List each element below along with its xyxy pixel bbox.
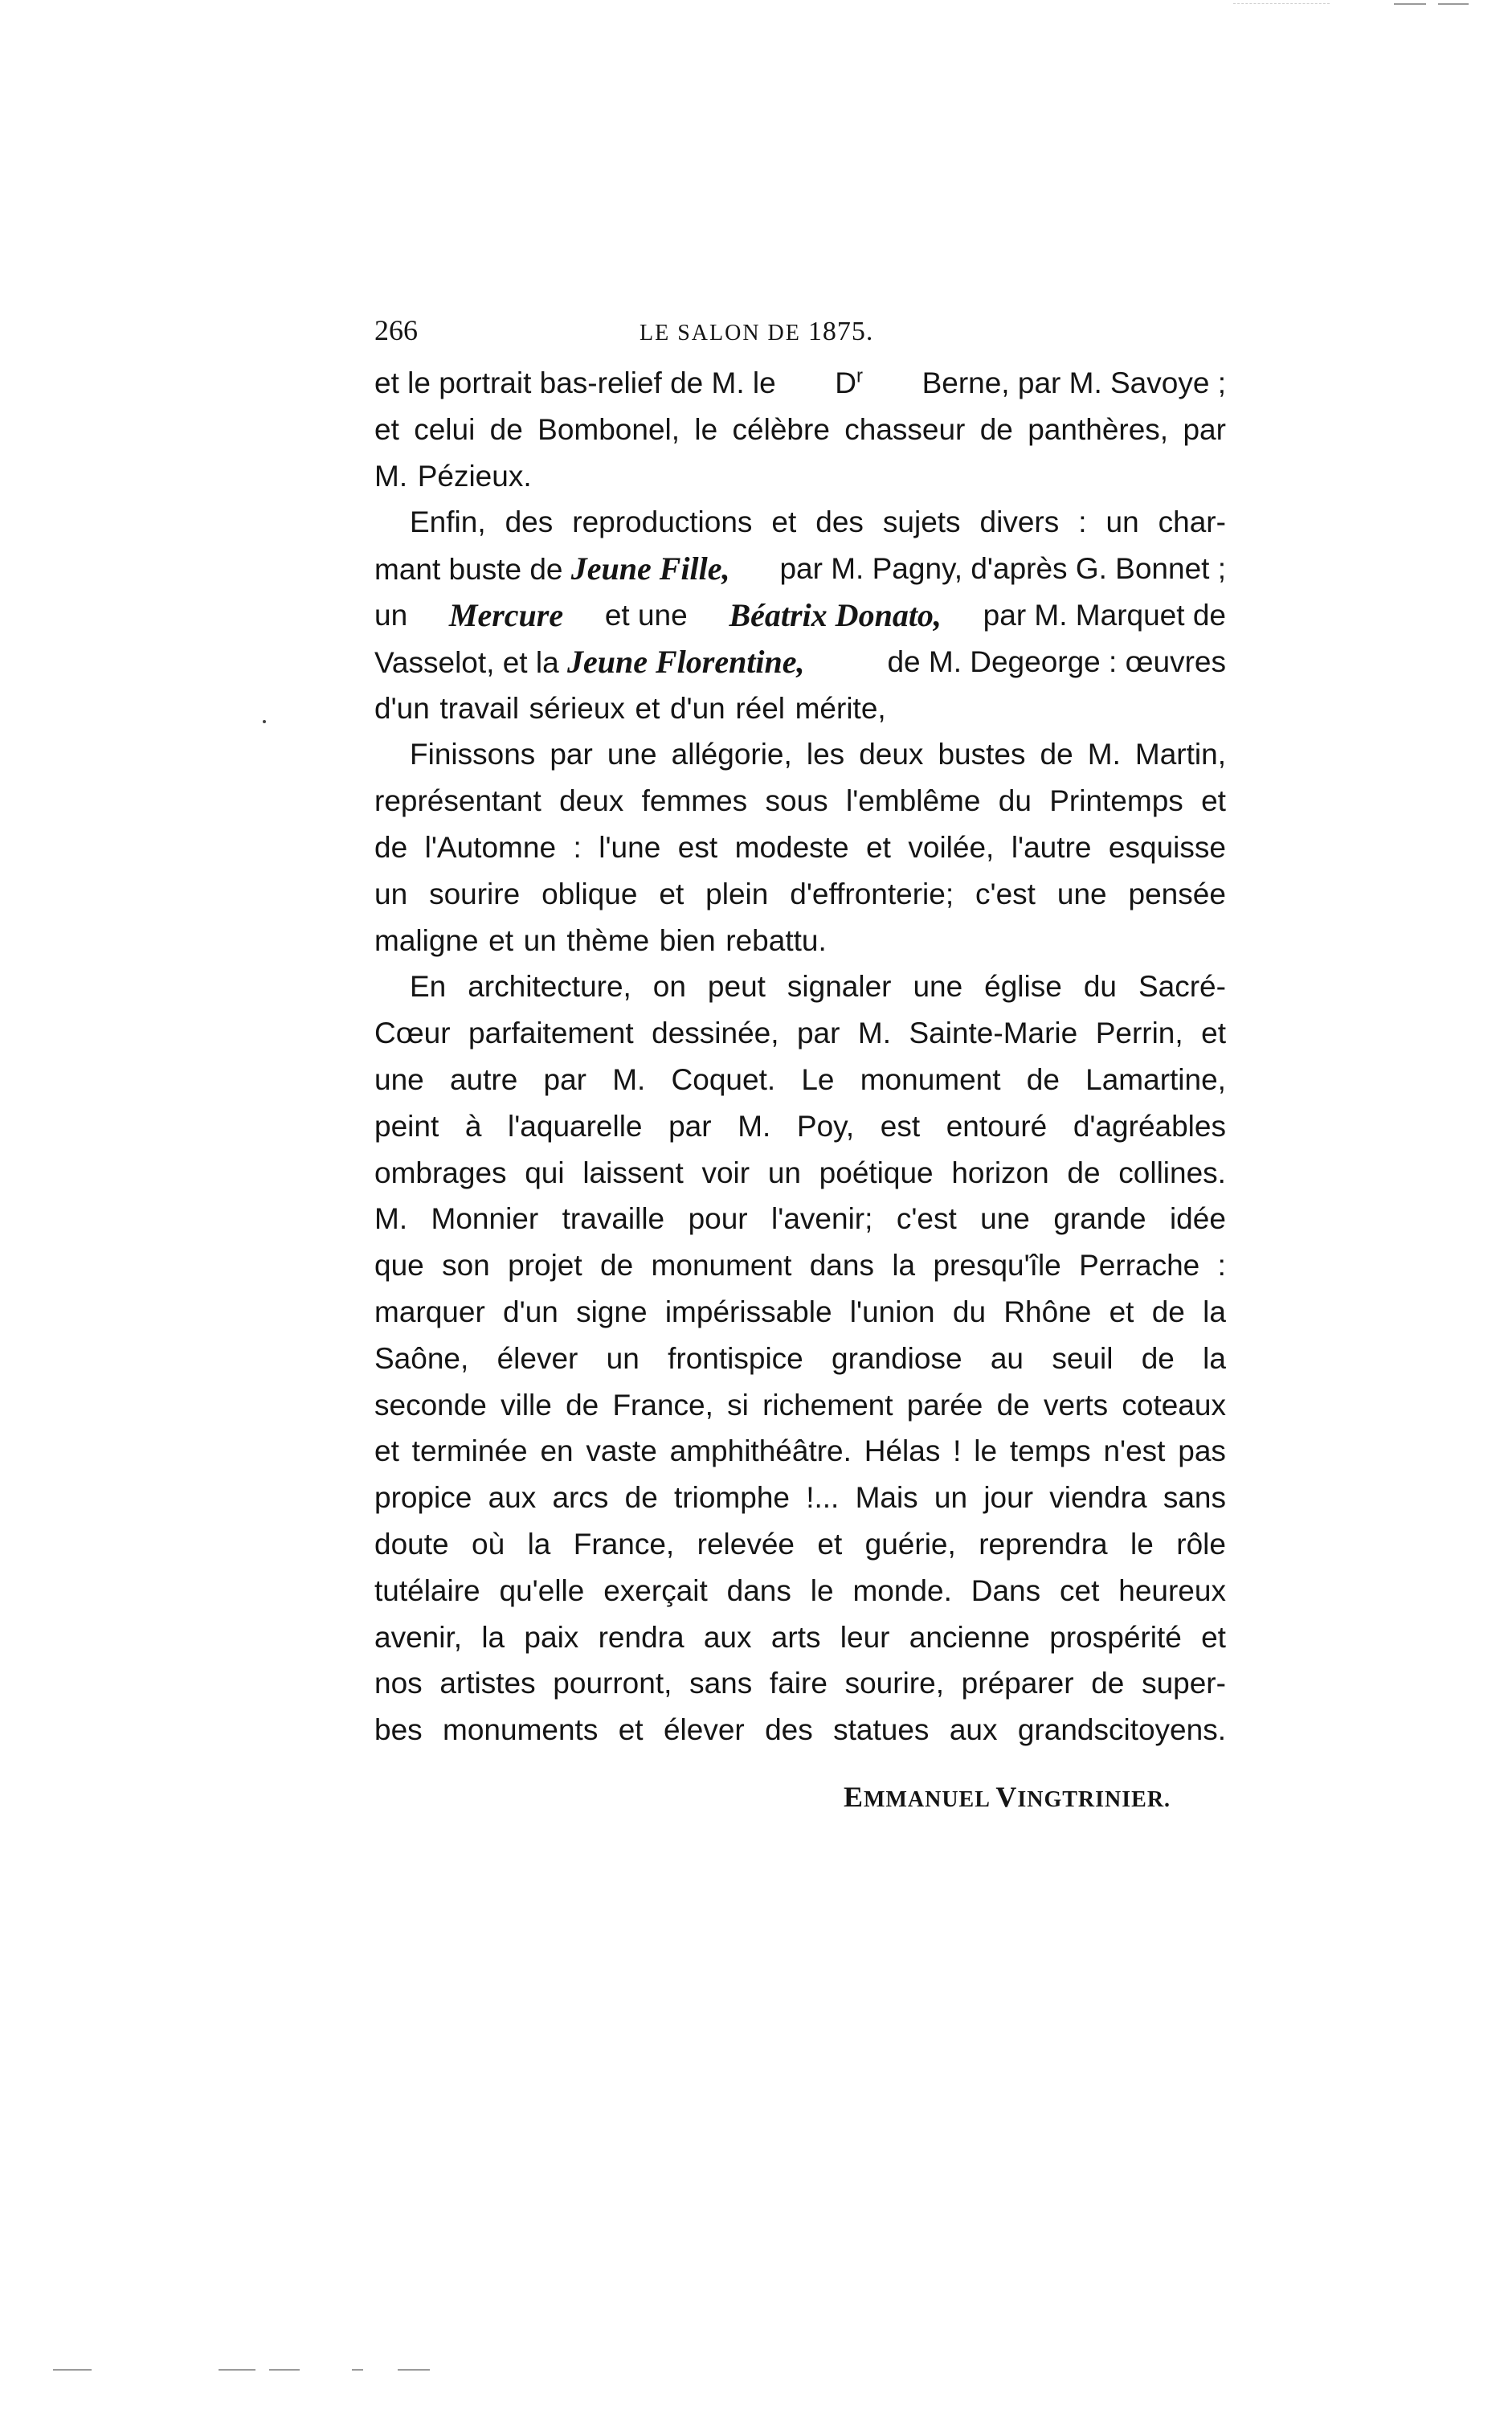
text-line	[374, 1103, 1226, 1150]
artwork-title: Mercure	[448, 596, 564, 633]
word: un	[934, 1481, 968, 1515]
word: Hélas	[864, 1434, 941, 1468]
word: sujets	[882, 505, 961, 539]
word: prospérité	[1049, 1620, 1182, 1654]
word: et	[1109, 1295, 1134, 1328]
word: bes	[374, 1713, 423, 1747]
word: bien	[659, 923, 716, 957]
word: avenir,	[374, 1620, 463, 1654]
word: dans	[809, 1249, 874, 1283]
word: élever	[497, 1341, 578, 1375]
word: de	[566, 1388, 599, 1422]
word: thème	[566, 923, 650, 957]
word: et	[866, 830, 891, 864]
text-line	[374, 499, 1226, 546]
word: viendra	[1049, 1481, 1147, 1515]
word: char-	[1158, 505, 1226, 539]
word: peut	[707, 970, 766, 1004]
word: à	[464, 1109, 482, 1143]
word: et	[817, 1527, 843, 1561]
text-line	[374, 778, 1226, 824]
text-line	[374, 1521, 1226, 1568]
word: allégorie,	[671, 738, 792, 771]
word: l'une	[599, 830, 661, 864]
word: panthères,	[1028, 412, 1169, 446]
paragraph-3	[374, 731, 1226, 964]
word: rendra	[598, 1620, 684, 1654]
word: coteaux	[1122, 1388, 1226, 1422]
word: Enfin,	[410, 505, 486, 539]
word: M.	[374, 1202, 408, 1236]
word: des	[505, 505, 554, 539]
text-line	[374, 1382, 1226, 1429]
word: au	[990, 1341, 1024, 1375]
word: :	[1078, 505, 1087, 539]
word: de	[996, 1388, 1030, 1422]
word: élever	[663, 1713, 745, 1747]
text-line	[374, 918, 1226, 964]
word: temps	[1009, 1434, 1091, 1468]
word: M.	[1087, 738, 1121, 771]
word: chasseur	[844, 412, 966, 446]
word: de	[489, 412, 523, 446]
word: grandscitoyens.	[1017, 1713, 1226, 1747]
text-line	[374, 1614, 1226, 1661]
word: du	[1083, 970, 1117, 1004]
word: monuments	[443, 1713, 599, 1747]
word: les	[806, 738, 845, 771]
word: impérissable	[664, 1295, 832, 1328]
signature-initial: V	[995, 1781, 1018, 1813]
word: signaler	[787, 970, 892, 1004]
word: ombrages	[374, 1156, 507, 1189]
word: où	[472, 1527, 505, 1561]
word: en	[540, 1434, 574, 1468]
word: Lamartine,	[1085, 1062, 1226, 1096]
word: presqu'île	[933, 1249, 1061, 1283]
word: collines.	[1118, 1156, 1226, 1189]
word: et	[1201, 1620, 1226, 1654]
word: l'union	[849, 1295, 935, 1328]
word: jour	[983, 1481, 1034, 1515]
word: sans	[1163, 1481, 1226, 1515]
artwork-title: Jeune Florentine,	[566, 643, 805, 680]
word: de	[1091, 1667, 1125, 1700]
word: Printemps	[1049, 784, 1183, 818]
word: poétique	[819, 1156, 934, 1189]
line-fragment: Berne, par M. Savoye ;	[922, 366, 1226, 399]
word: c'est	[975, 877, 1036, 910]
word: par	[668, 1109, 712, 1143]
word: Cœur	[374, 1017, 451, 1050]
word: oblique	[541, 877, 638, 910]
word: de	[600, 1249, 634, 1283]
doctor-superscript: r	[856, 365, 864, 387]
word: des	[815, 505, 864, 539]
word: voilée,	[908, 830, 995, 864]
word: marquer	[374, 1295, 485, 1328]
word: celui	[414, 412, 476, 446]
word: reproductions	[572, 505, 753, 539]
line-fragment: et une	[604, 598, 688, 632]
word: du	[952, 1295, 987, 1328]
text-line	[374, 1057, 1226, 1103]
word: pas	[1178, 1434, 1226, 1468]
text-line	[374, 1336, 1226, 1382]
word: d'effronterie;	[790, 877, 954, 910]
paragraph-1	[374, 360, 1226, 499]
line-fragment	[374, 546, 730, 592]
text-line	[374, 1568, 1226, 1614]
text-line	[374, 685, 1226, 732]
word: et	[659, 877, 684, 910]
word: monument	[651, 1249, 792, 1283]
word: cet	[1060, 1573, 1100, 1607]
word: sous	[765, 784, 828, 818]
word: la	[527, 1527, 551, 1561]
word: un	[767, 1156, 801, 1189]
word: c'est	[896, 1202, 957, 1236]
word: :	[573, 830, 582, 864]
word: et	[374, 412, 399, 446]
word: voir	[701, 1156, 750, 1189]
word: le	[694, 412, 718, 446]
word: un	[606, 1341, 640, 1375]
word: la	[1203, 1341, 1226, 1375]
word: ancienne	[909, 1620, 1030, 1654]
word: horizon	[951, 1156, 1049, 1189]
word: par	[1183, 412, 1226, 446]
word: exerçait	[603, 1573, 708, 1607]
word: célèbre	[732, 412, 830, 446]
line-fragment: un	[374, 598, 408, 632]
text-line	[374, 1196, 1226, 1242]
page-number: 266	[374, 314, 418, 346]
word: la	[892, 1249, 916, 1283]
word: un	[374, 877, 408, 910]
word: :	[1217, 1249, 1226, 1283]
word: vaste	[586, 1434, 657, 1468]
word: doute	[374, 1527, 449, 1561]
word: n'est	[1103, 1434, 1166, 1468]
text-line	[374, 1660, 1226, 1707]
word: Monnier	[431, 1202, 539, 1236]
text-line	[374, 1289, 1226, 1336]
running-head	[640, 317, 873, 347]
text-line	[374, 871, 1226, 918]
word: grandiose	[832, 1341, 962, 1375]
word: mérite,	[795, 691, 886, 725]
word: projet	[508, 1249, 582, 1283]
word: d'un	[374, 691, 430, 725]
word: est	[677, 830, 718, 864]
word: de	[1067, 1156, 1101, 1189]
word: esquisse	[1108, 830, 1226, 864]
text-line	[374, 1010, 1226, 1057]
author-signature	[844, 1780, 1171, 1814]
word: guérie,	[864, 1527, 956, 1561]
line-fragment	[374, 639, 805, 685]
word: par	[796, 1017, 840, 1050]
signature-initial: E	[844, 1781, 864, 1813]
word: Mais	[855, 1481, 918, 1515]
word: Saône,	[374, 1341, 469, 1375]
word: qui	[525, 1156, 565, 1189]
word: grande	[1053, 1202, 1146, 1236]
word: l'emblême	[845, 784, 981, 818]
word: M.	[374, 459, 408, 493]
word: sérieux	[529, 691, 625, 725]
word: autre	[449, 1062, 518, 1096]
word: Rhône	[1003, 1295, 1092, 1328]
word: entouré	[946, 1109, 1048, 1143]
word: super-	[1142, 1667, 1226, 1700]
word: Sacré-	[1138, 970, 1226, 1004]
word: maligne	[374, 923, 479, 957]
word: Martin,	[1134, 738, 1226, 771]
word: deux	[859, 738, 924, 771]
word: que	[374, 1249, 424, 1283]
text-run: mant buste de	[374, 553, 563, 587]
word: de	[374, 830, 408, 864]
text-line	[374, 639, 1226, 685]
text-line	[374, 453, 1226, 500]
word: paix	[524, 1620, 579, 1654]
word: l'avenir;	[771, 1202, 873, 1236]
text-line	[374, 360, 1226, 407]
word: frontispice	[668, 1341, 803, 1375]
word: Finissons	[410, 738, 536, 771]
word: Perrache	[1079, 1249, 1200, 1283]
word: triomphe	[674, 1481, 790, 1515]
word: bustes	[938, 738, 1026, 771]
word: !...	[806, 1481, 840, 1515]
line-fragment: de M. Degeorge : œuvres	[887, 644, 1226, 678]
word: d'agréables	[1073, 1109, 1226, 1143]
word: arts	[770, 1620, 821, 1654]
word: France,	[612, 1388, 713, 1422]
word: arcs	[552, 1481, 609, 1515]
running-head-title: LE SALON DE	[640, 321, 801, 346]
word: par	[550, 738, 593, 771]
word: une	[913, 970, 963, 1004]
word: laissent	[582, 1156, 684, 1189]
word: ville	[501, 1388, 552, 1422]
running-head-year: 1875.	[807, 317, 874, 346]
text-line	[374, 592, 1226, 639]
artwork-title: Béatrix Donato,	[729, 596, 942, 633]
word: reprendra	[979, 1527, 1108, 1561]
word: de	[1151, 1295, 1185, 1328]
word: sourire,	[844, 1667, 944, 1700]
word: si	[727, 1388, 749, 1422]
word: seconde	[374, 1388, 487, 1422]
word: qu'elle	[499, 1573, 585, 1607]
word: préparer	[961, 1667, 1074, 1700]
word: terminée	[411, 1434, 528, 1468]
word: une	[607, 738, 657, 771]
word: Pézieux.	[417, 459, 532, 493]
word: !	[953, 1434, 962, 1468]
word: statues	[833, 1713, 930, 1747]
word: la	[481, 1620, 505, 1654]
word: travaille	[562, 1202, 665, 1236]
word: pourront,	[553, 1667, 672, 1700]
line-fragment: par M. Pagny, d'après G. Bonnet ;	[779, 552, 1226, 586]
word: des	[765, 1713, 813, 1747]
text-line	[374, 1475, 1226, 1521]
word: idée	[1169, 1202, 1226, 1236]
word: verts	[1043, 1388, 1109, 1422]
word: de	[1040, 738, 1073, 771]
word: deux	[559, 784, 624, 818]
text-line	[374, 1150, 1226, 1197]
word: leur	[840, 1620, 890, 1654]
word: le	[974, 1434, 998, 1468]
word: amphithéâtre.	[669, 1434, 852, 1468]
word: M.	[738, 1109, 771, 1143]
word: monde.	[852, 1573, 952, 1607]
word: aux	[949, 1713, 998, 1747]
word: tutélaire	[374, 1573, 480, 1607]
word: l'aquarelle	[508, 1109, 643, 1143]
text-line	[374, 1242, 1226, 1289]
word: parée	[906, 1388, 983, 1422]
word: son	[442, 1249, 490, 1283]
doctor-abbrev: D	[835, 366, 857, 399]
word: artistes	[439, 1667, 536, 1700]
word: rebattu.	[725, 923, 827, 957]
word: propice	[374, 1481, 472, 1515]
word: rôle	[1176, 1527, 1226, 1561]
word: la	[1203, 1295, 1226, 1328]
word: Dans	[971, 1573, 1041, 1607]
word: un	[523, 923, 557, 957]
text-line	[374, 407, 1226, 453]
word: de	[624, 1481, 658, 1515]
text-line	[374, 731, 1226, 778]
text-run: Vasselot, et la	[374, 645, 559, 679]
word: un	[1105, 505, 1139, 539]
word: M.	[612, 1062, 646, 1096]
word: et	[1201, 784, 1226, 818]
word: Bombonel,	[537, 412, 680, 446]
word: une	[374, 1062, 424, 1096]
word: Poy,	[796, 1109, 855, 1143]
word: le	[810, 1573, 834, 1607]
word: Perrin,	[1095, 1017, 1183, 1050]
line-fragment	[835, 360, 863, 407]
word: plein	[705, 877, 769, 910]
word: église	[984, 970, 1062, 1004]
word: seuil	[1052, 1341, 1114, 1375]
word: modeste	[734, 830, 849, 864]
text-line	[374, 964, 1226, 1010]
word: est	[880, 1109, 921, 1143]
artwork-title: Jeune Fille,	[570, 550, 730, 587]
word: du	[998, 784, 1032, 818]
word: réel	[735, 691, 786, 725]
word: par	[543, 1062, 586, 1096]
word: et	[635, 691, 660, 725]
word: Sainte-Marie	[909, 1017, 1078, 1050]
text-line	[374, 546, 1226, 592]
word: représentant	[374, 784, 541, 818]
word: de	[1141, 1341, 1175, 1375]
word: le	[1130, 1527, 1154, 1561]
body-text	[374, 360, 1226, 1753]
word: peint	[374, 1109, 439, 1143]
ink-speck	[263, 720, 266, 723]
word: dessinée,	[652, 1017, 779, 1050]
word: sans	[689, 1667, 753, 1700]
word: et	[618, 1713, 644, 1747]
word: relevée	[697, 1527, 795, 1561]
line-fragment: par M. Marquet de	[983, 598, 1226, 632]
word: nos	[374, 1667, 423, 1700]
signature-first-name: MMANUEL	[864, 1787, 990, 1812]
word: aux	[703, 1620, 752, 1654]
paragraph-4	[374, 964, 1226, 1753]
word: et	[488, 923, 514, 957]
line-fragment: et le portrait bas-relief de M. le	[374, 366, 776, 399]
word: pensée	[1128, 877, 1226, 910]
word: En	[410, 970, 447, 1004]
word: et	[1201, 1017, 1226, 1050]
word: et	[374, 1434, 399, 1468]
word: divers	[979, 505, 1060, 539]
text-line	[374, 1428, 1226, 1475]
text-line	[374, 1707, 1226, 1753]
word: monument	[860, 1062, 1001, 1096]
word: signe	[576, 1295, 648, 1328]
page-header	[374, 313, 1218, 355]
word: l'Automne	[424, 830, 557, 864]
word: de	[979, 412, 1013, 446]
signature-last-name: INGTRINIER.	[1017, 1787, 1171, 1812]
word: richement	[762, 1388, 893, 1422]
word: Le	[801, 1062, 835, 1096]
word: sourire	[429, 877, 521, 910]
word: M.	[857, 1017, 892, 1050]
word: heureux	[1118, 1573, 1226, 1607]
paragraph-2	[374, 499, 1226, 731]
word: faire	[769, 1667, 828, 1700]
word: de	[1026, 1062, 1060, 1096]
word: France,	[573, 1527, 675, 1561]
word: architecture,	[468, 970, 631, 1004]
word: parfaitement	[468, 1017, 634, 1050]
word: on	[652, 970, 686, 1004]
word: femmes	[641, 784, 748, 818]
word: d'un	[503, 1295, 558, 1328]
word: et	[771, 505, 797, 539]
word: une	[980, 1202, 1030, 1236]
text-line	[374, 824, 1226, 871]
word: pour	[688, 1202, 748, 1236]
word: d'un	[669, 691, 725, 725]
word: travail	[439, 691, 520, 725]
word: Coquet.	[671, 1062, 776, 1096]
word: l'autre	[1011, 830, 1092, 864]
word: une	[1056, 877, 1107, 910]
word: aux	[488, 1481, 537, 1515]
word: dans	[726, 1573, 791, 1607]
